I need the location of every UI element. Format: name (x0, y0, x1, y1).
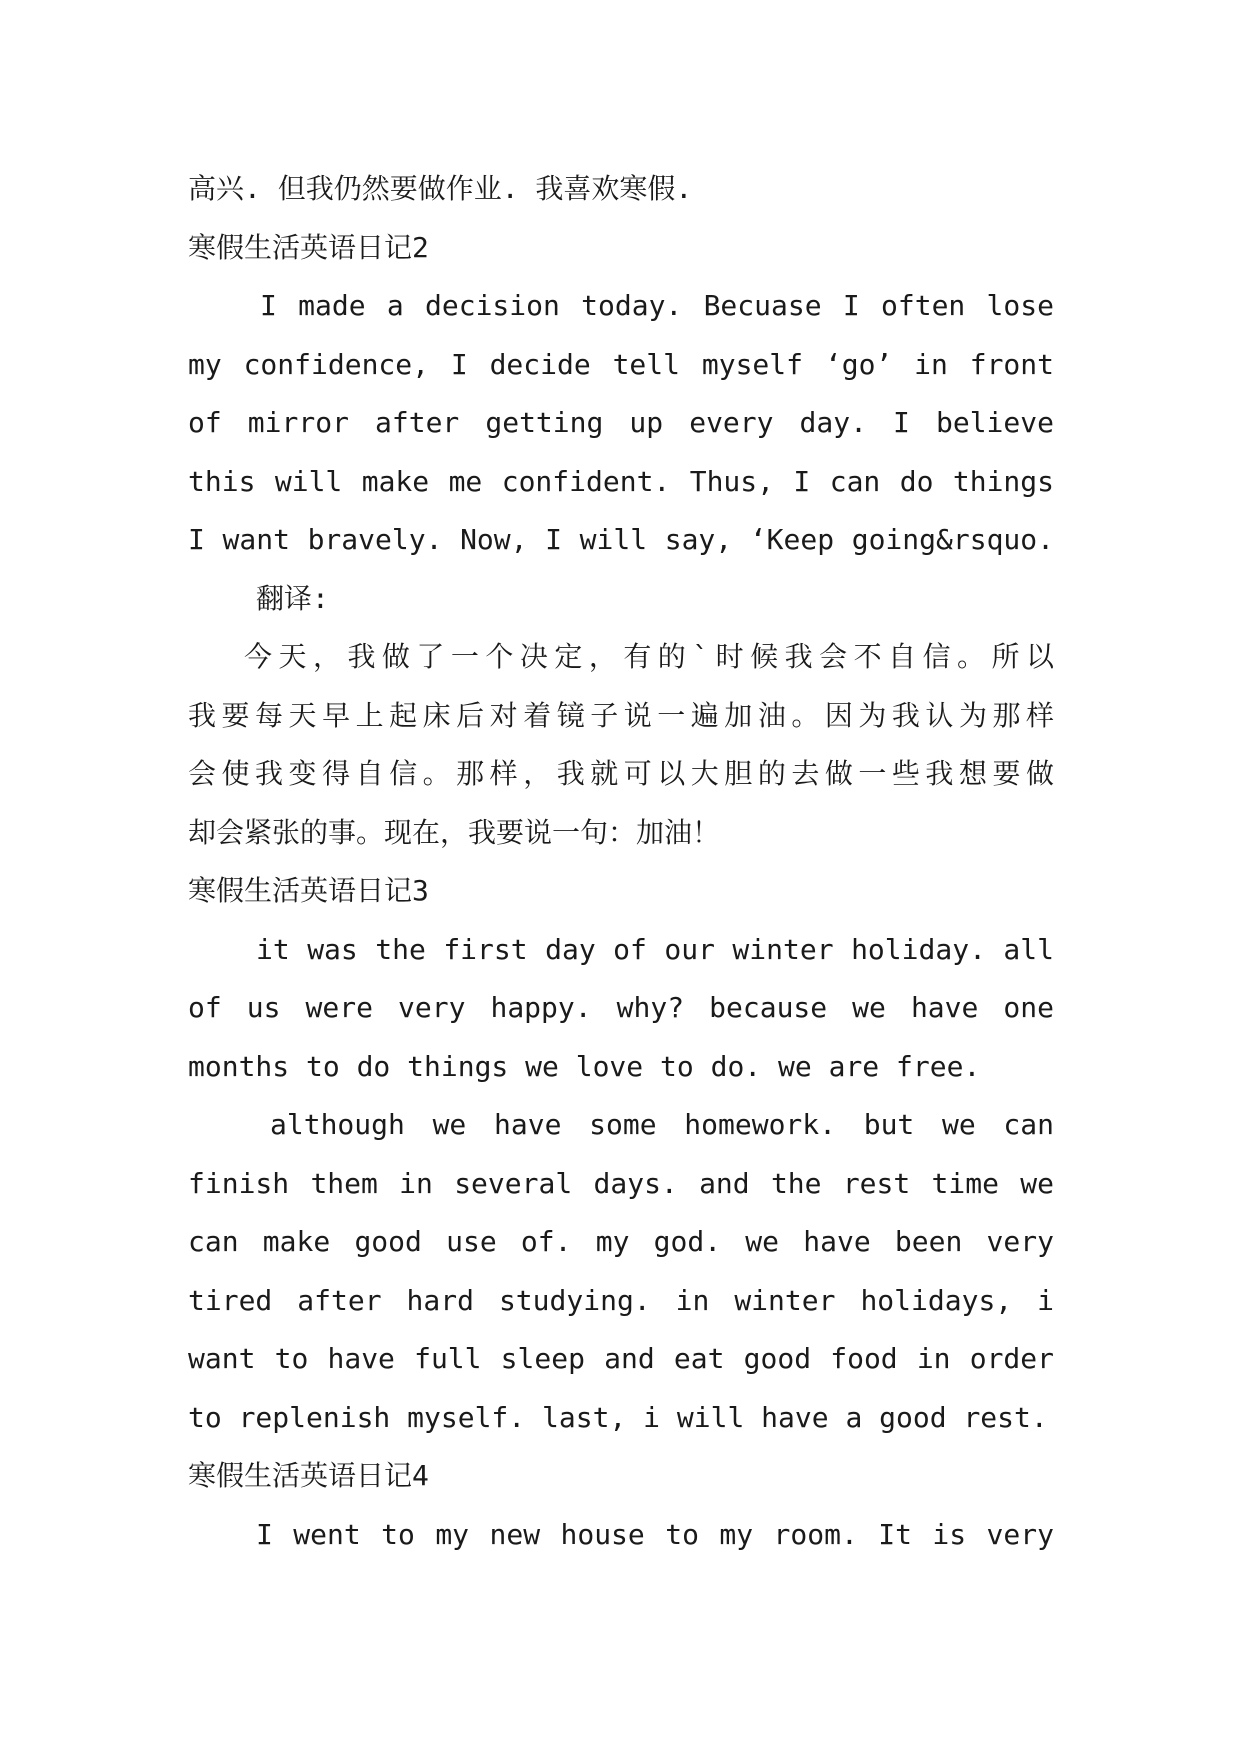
paragraph-line: months to do things we love to do. we are free. (188, 1049, 981, 1083)
paragraph-line: I went to my new house to my room. It is very (256, 1517, 1054, 1551)
paragraph-line: can make good use of. my god. we have been very (188, 1225, 1054, 1258)
paragraph-line: finish them in several days. and the rest time we (188, 1166, 1054, 1200)
paragraph-line: it was the first day of our winter holiday. all (256, 932, 1054, 966)
section-heading-diary-3: 寒假生活英语日记3 (188, 874, 429, 907)
paragraph-line: of mirror after getting up every day. I believe (188, 406, 1054, 439)
paragraph-line: I want bravely. Now, I will say, ‘Keep going&rsquo. (188, 523, 1054, 556)
paragraph-line: my confidence, I decide tell myself ‘go’ in front (188, 347, 1054, 381)
paragraph-line: 我要每天早上起床后对着镜子说一遍加油。因为我认为那样 (188, 698, 1054, 732)
paragraph-line: 今天，我做了一个决定，有的`时候我会不自信。所以 (244, 640, 1054, 673)
document-page (188, 160, 1054, 1564)
section-heading-diary-4: 寒假生活英语日记4 (188, 1459, 429, 1492)
paragraph-line: this will make me confident. Thus, I can do things (188, 464, 1054, 498)
paragraph-line: to replenish myself. last, i will have a good rest. (188, 1400, 1048, 1434)
paragraph-line: although we have some homework. but we can (270, 1108, 1054, 1141)
paragraph-line: 却会紧张的事。现在，我要说一句：加油！ (188, 815, 721, 849)
translation-label: 翻译: (256, 581, 329, 615)
paragraph-line: of us were very happy. why? because we have one (188, 991, 1054, 1024)
section-heading-diary-2: 寒假生活英语日记2 (188, 230, 429, 264)
paragraph-line: 会使我变得自信。那样，我就可以大胆的去做一些我想要做 (188, 757, 1054, 790)
paragraph-line: 高兴. 但我仍然要做作业. 我喜欢寒假. (188, 172, 693, 205)
paragraph-line: tired after hard studying. in winter holidays, i (188, 1283, 1054, 1317)
paragraph-line: I made a decision today. Becuase I often lose (260, 289, 1054, 322)
paragraph-line: want to have full sleep and eat good food in order (188, 1342, 1054, 1375)
